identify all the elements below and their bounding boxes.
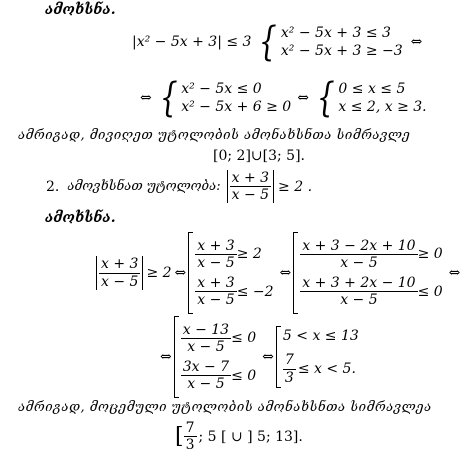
fraction-denominator: x − 5 [340, 254, 378, 271]
system-row: x ≤ 2, x ≥ 3. [338, 99, 427, 115]
fraction-denominator: x − 5 [197, 292, 235, 309]
fraction-denominator: x − 5 [340, 292, 378, 309]
fraction-numerator: x + 3 [101, 256, 139, 273]
answer-set-rest: ; 5 [ ∪ ] 5; 13]. [198, 428, 303, 445]
left-brace-icon: { [159, 75, 178, 121]
answer-set-2: [ $\frac{7}{3}$ ; 5 [ ∪ ] 5; 13]. [175, 420, 303, 454]
relation: ≤ x < 5. [297, 361, 356, 377]
square-bracket-icon [293, 232, 298, 314]
problem-number: 2. [46, 178, 60, 195]
relation: ≥ 2 [236, 246, 262, 263]
fraction-denominator: x − 5 [187, 376, 225, 393]
relation: ≥ 2 . [278, 178, 313, 195]
system-row: x² − 5x + 3 ≤ 3 [280, 25, 391, 41]
left-brace-icon: { [316, 75, 335, 121]
answer-text-2: ამრიგად, მოცემული უტოლობის ამონახსნთა სიმრავლეა [18, 400, 432, 415]
fraction-denominator: x − 5 [231, 187, 270, 204]
problem-2 [46, 170, 312, 203]
equivalence-symbol: ⇔ [279, 265, 292, 281]
fraction-denominator: x − 5 [101, 273, 139, 290]
equivalence-symbol: ⇔ [448, 265, 460, 281]
equivalence-symbol: ⇔ [262, 349, 274, 365]
equation-line-2 [140, 75, 427, 121]
fraction-numerator: x + 3 − 2x + 10 [302, 237, 416, 254]
equivalence-symbol: ⇔ [297, 90, 309, 106]
heading-solution-2: ამოხსნა. [45, 210, 116, 226]
relation: ≤ 0 [417, 283, 443, 300]
equivalence-symbol: ⇔ [160, 349, 172, 365]
fraction-numerator: 7 [185, 420, 195, 436]
fraction-numerator: x − 13 [182, 321, 230, 338]
relation: ≥ 2 [146, 265, 172, 281]
relation: ≤ 0 [231, 367, 257, 384]
system-row: 0 ≤ x ≤ 5 [338, 81, 406, 97]
system-row: x² − 5x ≤ 0 [181, 81, 262, 97]
answer-set-1: [0; 2]∪[3; 5]. [213, 148, 305, 164]
system-row: x² − 5x + 3 ≥ −3 [280, 43, 403, 59]
fraction-numerator: 3x − 7 [182, 359, 230, 375]
fraction-numerator: x + 3 [197, 237, 235, 254]
fraction-numerator: 7 [284, 352, 294, 369]
square-bracket-icon [188, 232, 193, 314]
equation-line-1 [132, 19, 423, 65]
fraction-denominator: 3 [185, 437, 195, 454]
fraction-numerator: x + 3 [197, 275, 235, 291]
system-row: x² − 5x + 6 ≥ 0 [181, 99, 292, 115]
fraction-numerator: x + 3 + 2x − 10 [302, 275, 416, 291]
solution-row: 5 < x ≤ 13 [282, 328, 359, 345]
equation-line-4 [160, 316, 359, 398]
fraction-denominator: x − 5 [187, 338, 225, 355]
equation-line-3 [96, 232, 460, 314]
square-bracket-icon [174, 316, 179, 398]
abs-inequality: |x² − 5x + 3| ≤ 3 [132, 34, 252, 50]
relation: ≤ 0 [231, 330, 257, 347]
problem-prompt: ამოვხსნათ უტოლობა: [67, 179, 221, 195]
fraction-numerator: x + 3 [231, 170, 270, 186]
equivalence-symbol: ⇔ [410, 34, 423, 50]
fraction-denominator: 3 [284, 369, 294, 386]
square-bracket-icon [276, 326, 281, 388]
equivalence-symbol: ⇔ [140, 90, 152, 106]
heading-solution-1: ამოხსნა. [45, 2, 116, 18]
relation: ≤ −2 [236, 283, 274, 300]
fraction-denominator: x − 5 [197, 254, 235, 271]
answer-text-1: ამრიგად, მივიღეთ უტოლობის ამონახსნთა სიმრავლე [18, 128, 411, 143]
equivalence-symbol: ⇔ [174, 265, 187, 281]
left-brace-icon: { [259, 19, 278, 65]
abs-fraction [227, 170, 274, 203]
relation: ≥ 0 [417, 246, 443, 263]
